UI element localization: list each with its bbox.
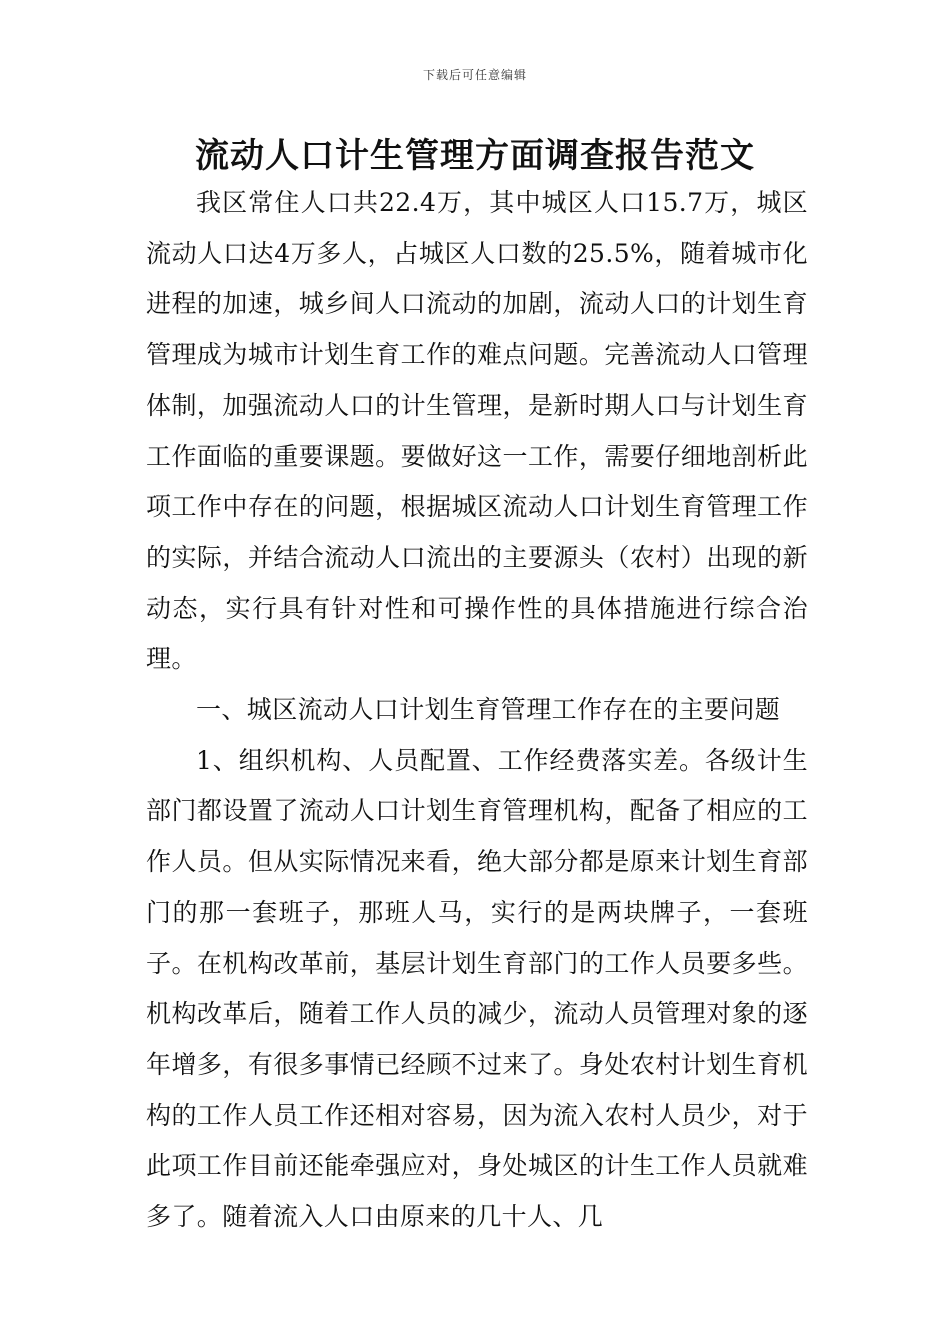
header-note: 下载后可任意编辑 [422, 68, 527, 82]
document-title: 流动人口计生管理方面调查报告范文 [195, 136, 755, 176]
document-body [146, 178, 808, 1243]
section-heading: 一、城区流动人口计划生育管理工作存在的主要问题 [196, 695, 781, 725]
paragraph-problem-1: 1、组织机构、人员配置、工作经费落实差。各级计生部门都设置了流动人口计划生育管理机构，配备了相应的工作人员。但从实际情况来看，绝大部分都是原来计划生育部门的那一套班子，那班人马，实行的是两块牌子，一套班子。在机构改革前，基层计划生育部门的工作人员要多些。机构改革后，随着工作人员的减少，流动人员管理对象的逐年增多，有很多事情已经顾不过来了。身处农村计划生育机构的工作人员工作还相对容易，因为流入农村人员少，对于此项工作目前还能牵强应对，身处城区的计生工作人员就难多了。随着流入人口由原来的几十人、几 [146, 745, 808, 1232]
paragraph-intro: 我区常住人口共22.4万，其中城区人口15.7万，城区流动人口达4万多人，占城区人口数的25.5%，随着城市化进程的加速，城乡间人口流动的加剧，流动人口的计划生育管理成为城市计划生育工作的难点问题。完善流动人口管理体制，加强流动人口的计生管理，是新时期人口与计划生育工作面临的重要课题。要做好这一工作，需要仔细地剖析此项工作中存在的问题，根据城区流动人口计划生育管理工作的实际，并结合流动人口流出的主要源头（农村）出现的新动态，实行具有针对性和可操作性的具体措施进行综合治理。 [146, 188, 808, 674]
